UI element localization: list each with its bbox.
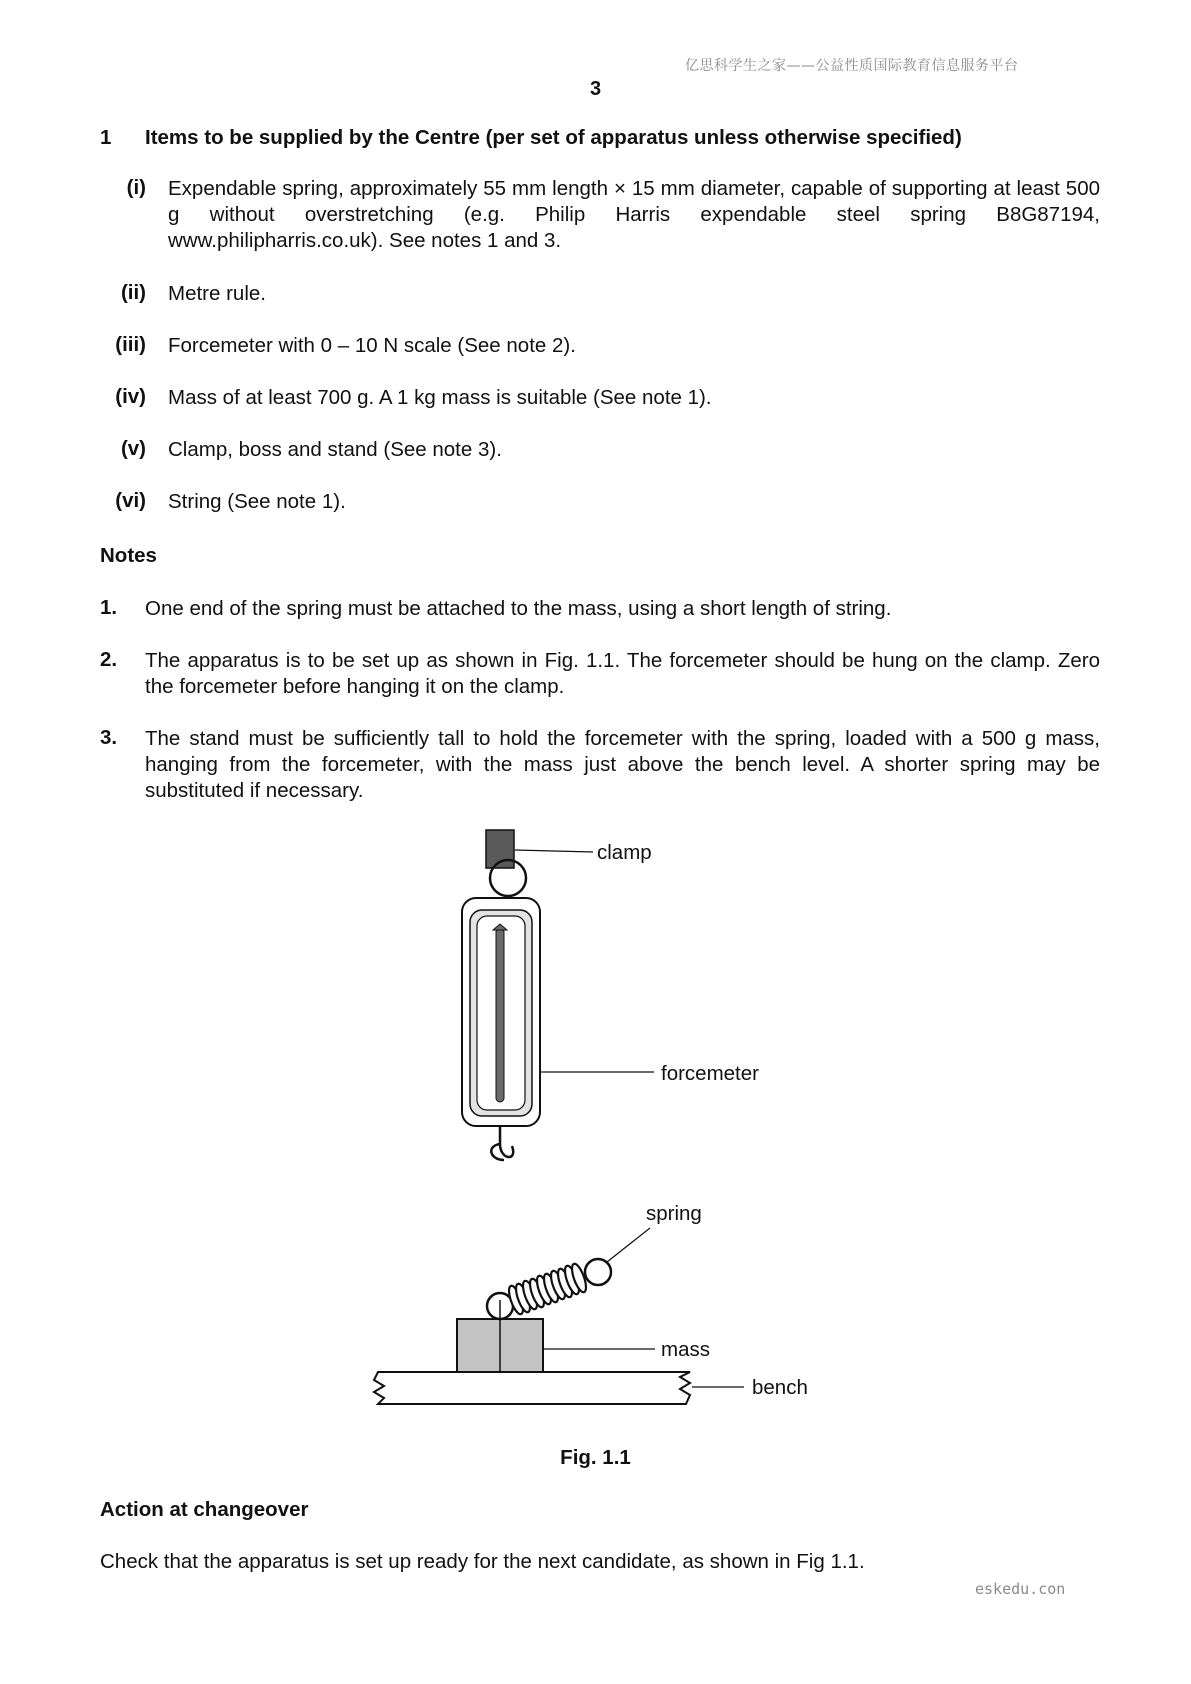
- forcemeter-hook: [500, 1126, 513, 1157]
- section-heading: Items to be supplied by the Centre (per set of apparatus unless otherwise specified): [145, 126, 962, 149]
- spring-leader-line: [607, 1228, 650, 1262]
- note-text: The apparatus is to be set up as shown in Fig. 1.1. The forcemeter should be hung on the clamp. Zero the forcemeter before hanging it on the clamp.: [145, 649, 1100, 698]
- mass-label: mass: [661, 1338, 710, 1361]
- header-watermark: 亿思科学生之家——公益性质国际教育信息服务平台: [685, 58, 1019, 74]
- bench-label: bench: [752, 1376, 808, 1399]
- action-text: Check that the apparatus is set up ready for the next candidate, as shown in Fig 1.1.: [100, 1550, 865, 1573]
- item-label: (ii): [120, 281, 146, 304]
- clamp-leader-line: [515, 850, 593, 852]
- forcemeter-indicator-rod: [496, 928, 504, 1102]
- item-text: Mass of at least 700 g. A 1 kg mass is suitable (See note 1).: [168, 386, 712, 409]
- item-text: Metre rule.: [168, 282, 266, 305]
- item-text: Forcemeter with 0 – 10 N scale (See note 2).: [168, 334, 576, 357]
- item-label: (iii): [115, 333, 146, 356]
- clamp-label: clamp: [597, 841, 652, 864]
- forcemeter-label: forcemeter: [661, 1062, 759, 1085]
- note-text: The stand must be sufficiently tall to hold the forcemeter with the spring, loaded with a 500 g mass, hanging from the forcemeter, with the mass just above the bench level. A shorter spring may be substituted if necessary.: [145, 727, 1100, 802]
- note-number: 2.: [100, 648, 118, 671]
- notes-heading: Notes: [100, 544, 157, 567]
- action-heading: Action at changeover: [100, 1498, 309, 1521]
- item-text: String (See note 1).: [168, 490, 346, 513]
- note-number: 1.: [100, 596, 118, 619]
- note-number: 3.: [100, 726, 118, 749]
- spring-label: spring: [646, 1202, 702, 1225]
- figure-caption: Fig. 1.1: [560, 1446, 631, 1469]
- item-label: (i): [126, 176, 146, 199]
- bench: [374, 1372, 690, 1404]
- item-text: Expendable spring, approximately 55 mm length × 15 mm diameter, capable of supporting at least 500 g without overstretching (e.g. Philip Harris expendable steel spring B8G87194, www.philipharris.co.uk). See notes 1 and 3.: [168, 177, 1100, 252]
- item-label: (vi): [115, 489, 146, 512]
- footer-watermark: eskedu.con: [975, 1580, 1066, 1598]
- page-number: 3: [589, 78, 602, 100]
- note-text: One end of the spring must be attached to the mass, using a short length of string.: [145, 597, 892, 620]
- item-label: (v): [120, 437, 146, 460]
- item-label: (iv): [115, 385, 146, 408]
- item-text: Clamp, boss and stand (See note 3).: [168, 438, 502, 461]
- spring-upper-loop: [585, 1259, 611, 1285]
- spring-coils: [506, 1262, 589, 1316]
- section-number: 1: [100, 126, 112, 149]
